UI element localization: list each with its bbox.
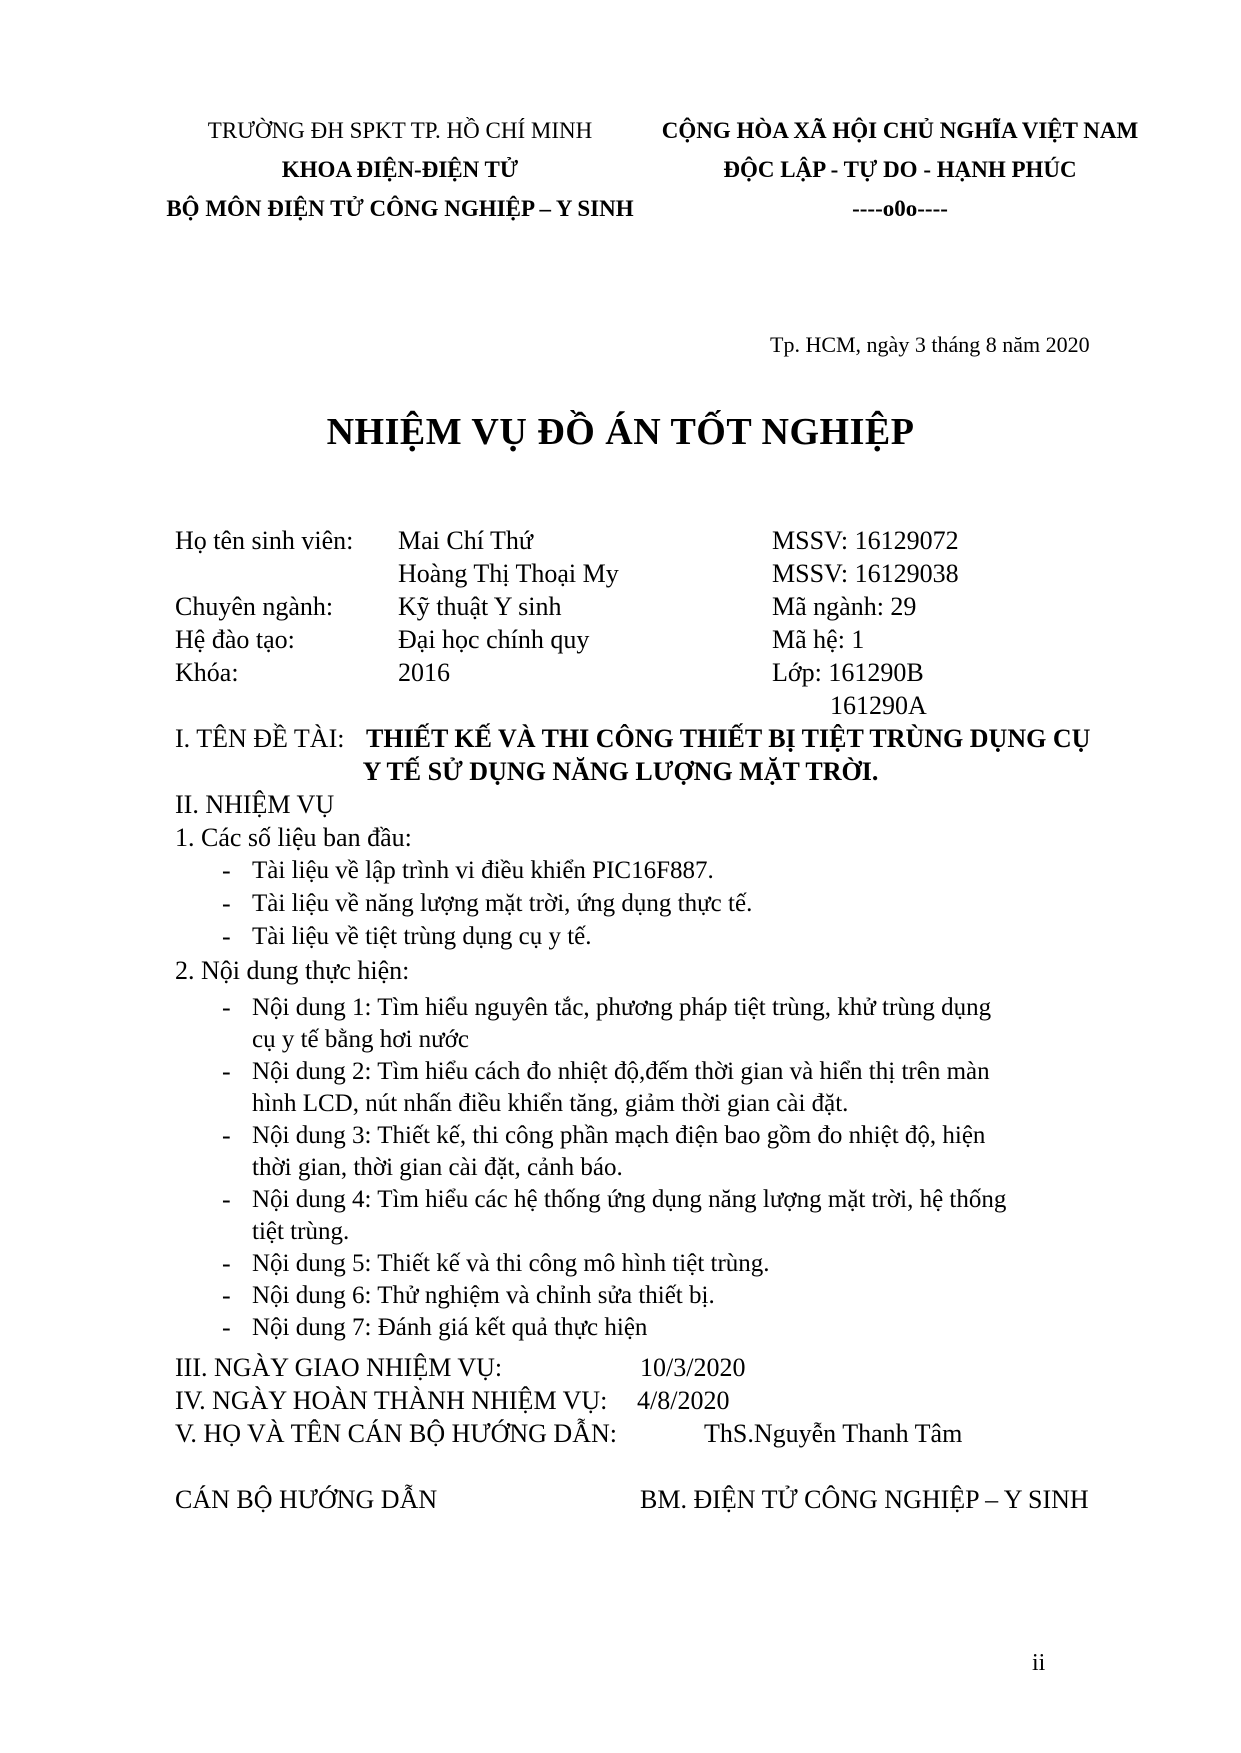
student-label: Họ tên sinh viên: bbox=[175, 526, 354, 555]
complete-date: 4/8/2020 bbox=[637, 1386, 730, 1415]
advisor-name: ThS.Nguyễn Thanh Tâm bbox=[704, 1419, 963, 1448]
assign-date-label: III. NGÀY GIAO NHIỆM VỤ: bbox=[175, 1353, 503, 1382]
bullet: - bbox=[222, 1057, 231, 1086]
student1-id: MSSV: 16129072 bbox=[772, 526, 959, 555]
header-right-line2: ĐỘC LẬP - TỰ DO - HẠNH PHÚC bbox=[723, 157, 1077, 182]
program-label: Hệ đào tạo: bbox=[175, 625, 295, 654]
student2-id: MSSV: 16129038 bbox=[772, 559, 959, 588]
page-number: ii bbox=[1032, 1650, 1046, 1676]
cohort-value: 2016 bbox=[398, 658, 450, 687]
content-item-4-line2: tiệt trùng. bbox=[252, 1218, 350, 1245]
signature-department: BM. ĐIỆN TỬ CÔNG NGHIỆP – Y SINH bbox=[640, 1485, 1089, 1514]
content-item-2-line1: Nội dung 2: Tìm hiểu cách đo nhiệt độ,đếm thời gian và hiển thị trên màn bbox=[252, 1058, 990, 1085]
date-line: Tp. HCM, ngày 3 tháng 8 năm 2020 bbox=[770, 332, 1090, 357]
header-left-line2: KHOA ĐIỆN-ĐIỆN TỬ bbox=[281, 157, 519, 182]
initial-data-list bbox=[0, 855, 1241, 955]
content-item-3-line2: thời gian, thời gian cài đặt, cảnh báo. bbox=[252, 1154, 623, 1181]
page-title: NHIỆM VỤ ĐỒ ÁN TỐT NGHIỆP bbox=[326, 411, 915, 453]
bullet: - bbox=[222, 993, 231, 1022]
content-item-3-line1: Nội dung 3: Thiết kế, thi công phần mạch điện bao gồm đo nhiệt độ, hiện bbox=[252, 1122, 986, 1149]
signature-advisor: CÁN BỘ HƯỚNG DẪN bbox=[175, 1485, 438, 1514]
topic-line1: THIẾT KẾ VÀ THI CÔNG THIẾT BỊ TIỆT TRÙNG DỤNG CỤ bbox=[366, 724, 1091, 753]
student2-name: Hoàng Thị Thoại My bbox=[398, 559, 619, 588]
bullet: - bbox=[222, 1185, 231, 1214]
content-heading: 2. Nội dung thực hiện: bbox=[175, 956, 410, 985]
initial-item-3: Tài liệu về tiệt trùng dụng cụ y tế. bbox=[252, 923, 592, 950]
content-item-5: Nội dung 5: Thiết kế và thi công mô hình tiệt trùng. bbox=[252, 1250, 770, 1277]
content-list bbox=[0, 992, 1241, 1352]
program-value: Đại học chính quy bbox=[398, 625, 590, 654]
cohort-label: Khóa: bbox=[175, 658, 239, 687]
bullet: - bbox=[222, 922, 231, 951]
header-left-line3: BỘ MÔN ĐIỆN TỬ CÔNG NGHIỆP – Y SINH bbox=[166, 196, 634, 221]
content-item-2-line2: hình LCD, nút nhấn điều khiển tăng, giảm thời gian cài đặt. bbox=[252, 1090, 849, 1117]
content-item-1-line1: Nội dung 1: Tìm hiểu nguyên tắc, phương pháp tiệt trùng, khử trùng dụng bbox=[252, 994, 992, 1021]
class-secondary: 161290A bbox=[830, 691, 927, 720]
bullet: - bbox=[222, 856, 231, 885]
bullet: - bbox=[222, 1249, 231, 1278]
content-item-1-line2: cụ y tế bằng hơi nước bbox=[252, 1026, 470, 1053]
initial-item-1: Tài liệu về lập trình vi điều khiển PIC16F887. bbox=[252, 857, 714, 884]
topic-label: I. TÊN ĐỀ TÀI: bbox=[175, 724, 345, 753]
topic-line2: Y TẾ SỬ DỤNG NĂNG LƯỢNG MẶT TRỜI. bbox=[362, 757, 879, 786]
student1-name: Mai Chí Thứ bbox=[398, 526, 533, 555]
initial-data-heading: 1. Các số liệu ban đầu: bbox=[175, 823, 412, 852]
assign-date: 10/3/2020 bbox=[640, 1353, 746, 1382]
major-label: Chuyên ngành: bbox=[175, 592, 334, 621]
major-value: Kỹ thuật Y sinh bbox=[398, 592, 562, 621]
initial-item-2: Tài liệu về năng lượng mặt trời, ứng dụng thực tế. bbox=[252, 890, 753, 917]
advisor-label: V. HỌ VÀ TÊN CÁN BỘ HƯỚNG DẪN: bbox=[175, 1419, 617, 1448]
content-item-7: Nội dung 7: Đánh giá kết quả thực hiện bbox=[252, 1314, 648, 1341]
content-item-4-line1: Nội dung 4: Tìm hiểu các hệ thống ứng dụng năng lượng mặt trời, hệ thống bbox=[252, 1186, 1007, 1213]
class-primary: Lớp: 161290B bbox=[772, 658, 924, 687]
bullet: - bbox=[222, 1121, 231, 1150]
tasks-heading: II. NHIỆM VỤ bbox=[175, 790, 335, 819]
bullet: - bbox=[222, 889, 231, 918]
header-left-line1: TRƯỜNG ĐH SPKT TP. HỒ CHÍ MINH bbox=[207, 118, 593, 143]
program-code: Mã hệ: 1 bbox=[772, 625, 865, 654]
major-code: Mã ngành: 29 bbox=[772, 592, 917, 621]
bullet: - bbox=[222, 1313, 231, 1342]
content-item-6: Nội dung 6: Thử nghiệm và chỉnh sửa thiết bị. bbox=[252, 1282, 715, 1309]
header-right-line3: ----o0o---- bbox=[852, 196, 948, 221]
header-right-line1: CỘNG HÒA XÃ HỘI CHỦ NGHĨA VIỆT NAM bbox=[661, 118, 1139, 143]
bullet: - bbox=[222, 1281, 231, 1310]
complete-date-label: IV. NGÀY HOÀN THÀNH NHIỆM VỤ: bbox=[175, 1386, 608, 1415]
